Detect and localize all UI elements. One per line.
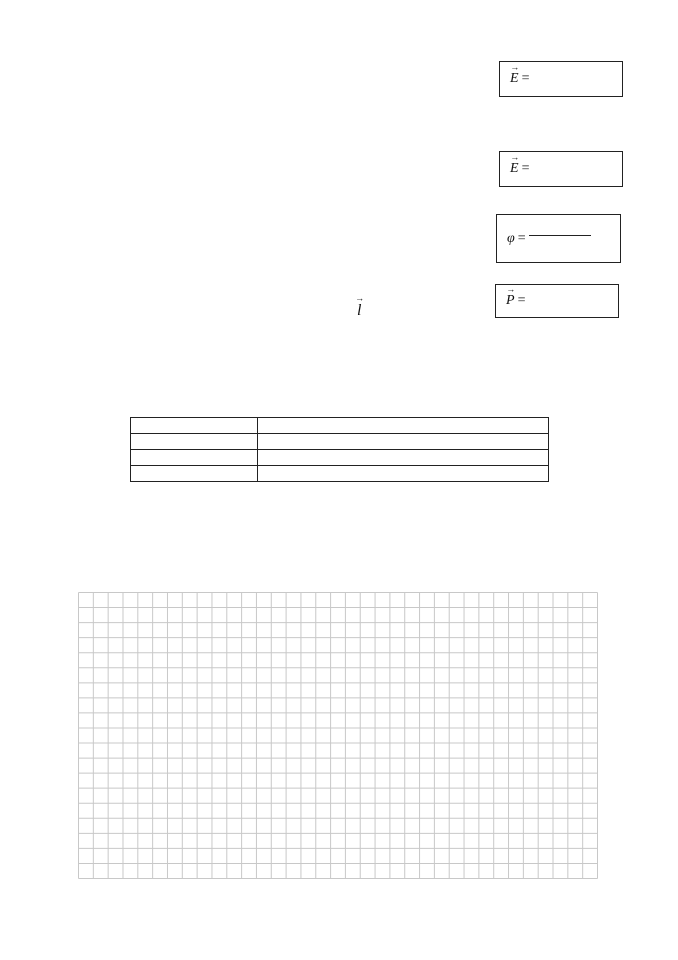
- answer-box-e-field-1[interactable]: [499, 61, 623, 97]
- answer-box-dipole-moment[interactable]: [495, 284, 619, 318]
- table-row: [131, 434, 549, 450]
- vector-e-symbol: → E: [510, 71, 519, 87]
- answer-label-e-2: [500, 161, 529, 177]
- equals-sign: =: [521, 161, 530, 176]
- answer-label-phi: [497, 231, 591, 247]
- table-cell-label[interactable]: [131, 466, 258, 482]
- grid-paper[interactable]: [78, 592, 598, 879]
- vector-p-symbol: → P: [506, 293, 515, 309]
- table-cell-value[interactable]: [258, 418, 549, 434]
- table-row: [131, 466, 549, 482]
- equals-sign: =: [517, 293, 526, 308]
- vector-e-symbol: → E: [510, 161, 519, 177]
- answer-table: [130, 417, 549, 482]
- table-cell-label[interactable]: [131, 450, 258, 466]
- vector-l-label: → l: [357, 302, 361, 320]
- answer-box-e-field-2[interactable]: [499, 151, 623, 187]
- table-cell-label[interactable]: [131, 434, 258, 450]
- answer-label-p: [496, 293, 525, 309]
- equals-sign: =: [521, 71, 530, 86]
- fill-in-line: [529, 235, 591, 236]
- table-cell-label[interactable]: [131, 418, 258, 434]
- table-cell-value[interactable]: [258, 450, 549, 466]
- table-row: [131, 418, 549, 434]
- answer-box-potential[interactable]: [496, 214, 621, 263]
- equals-sign: =: [517, 230, 526, 246]
- table-cell-value[interactable]: [258, 466, 549, 482]
- table-row: [131, 450, 549, 466]
- table-cell-value[interactable]: [258, 434, 549, 450]
- answer-label-e-1: [500, 71, 529, 87]
- phi-symbol: φ: [507, 230, 515, 246]
